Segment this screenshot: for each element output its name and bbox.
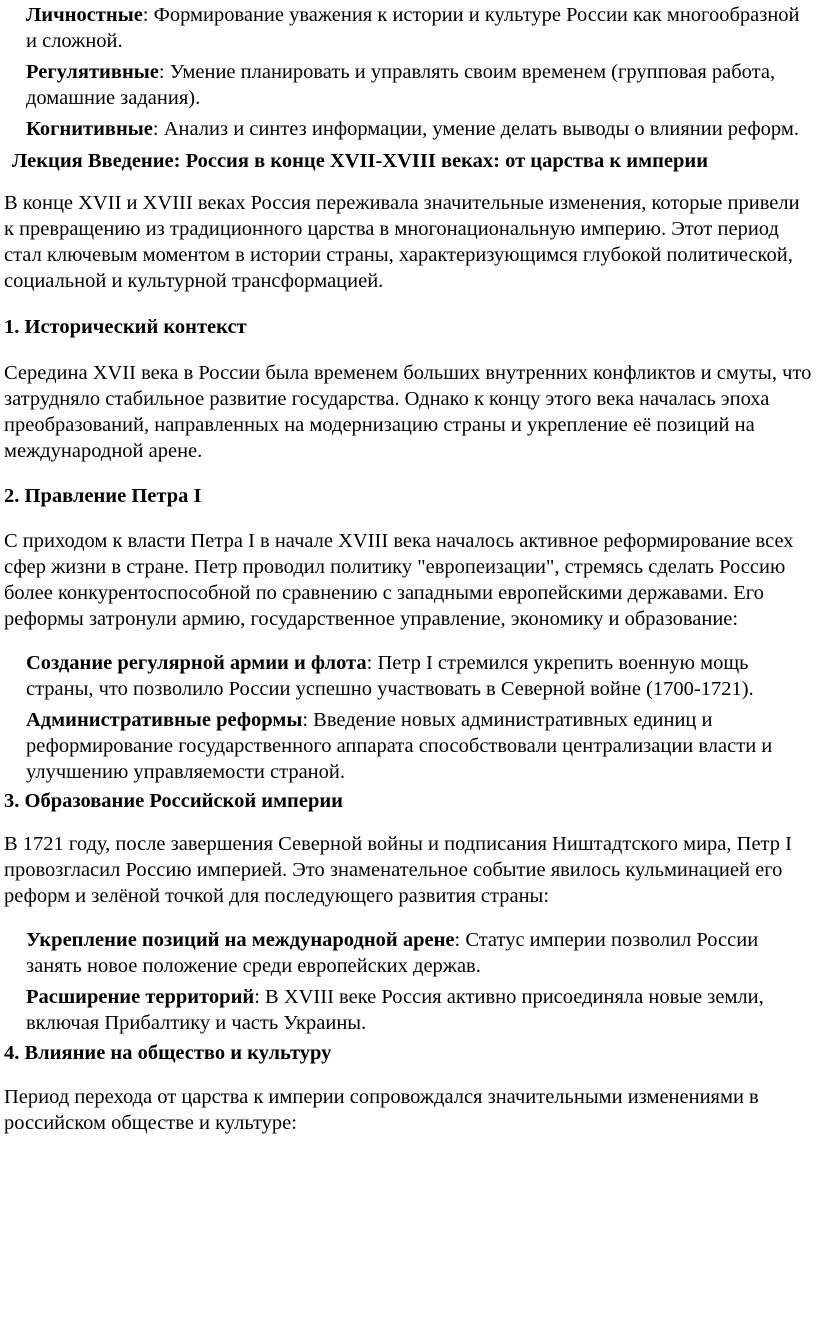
list-item-term: Расширение территорий	[26, 986, 255, 1008]
list-item-term: Укрепление позиций на международной арене	[26, 929, 455, 951]
list-item	[26, 984, 812, 1036]
section-paragraph: Период перехода от царства к империи сопровождался значительными изменениями в российском обществе и культуре:	[4, 1086, 759, 1134]
goal-regulatory	[26, 59, 812, 111]
list-item-term: Создание регулярной армии и флота	[26, 652, 367, 674]
goal-text: : Умение планировать и управлять своим временем (групповая работа, домашние задания).	[26, 61, 776, 109]
list-item-text: : Введение новых административных единиц и реформирование государственного аппарата способствовали централизации власти и улучшению управляемости страной.	[26, 709, 773, 783]
section-paragraph: В 1721 году, после завершения Северной войны и подписания Ништадтского мира, Петр I провозгласил Россию империей. Это знаменательное событие явилось кульминацией его реформ и зелёной точкой для последующего развития страны:	[4, 833, 792, 907]
list-item-text: : Петр I стремился укрепить военную мощь страны, что позволило России успешно участвовать в Северной войне (1700-1721).	[26, 652, 754, 700]
goal-term: Регулятивные	[26, 61, 159, 83]
goal-text: : Формирование уважения к истории и культуре России как многообразной и сложной.	[26, 4, 800, 52]
section-heading: 3. Образование Российской империи	[4, 790, 343, 812]
section-heading: 4. Влияние на общество и культуру	[4, 1042, 332, 1064]
lecture-title: Лекция Введение: Россия в конце XVII-XVIII веках: от царства к империи	[12, 150, 708, 172]
goal-term: Личностные	[26, 4, 143, 26]
list-item	[26, 707, 812, 785]
list-item-term: Административные реформы	[26, 709, 303, 731]
list-item-text: : Статус империи позволил России занять новое положение среди европейских держав.	[26, 929, 759, 977]
list-item	[26, 927, 812, 979]
section-heading: 2. Правление Петра I	[4, 485, 202, 507]
goal-cognitive	[26, 116, 812, 142]
list-item	[26, 650, 812, 702]
section-paragraph: Середина XVII века в России была временем больших внутренних конфликтов и смуты, что затрудняло стабильное развитие государства. Однако к концу этого века началась эпоха преобразований, направленных на модернизацию страны и укрепление её позиций на международной арене.	[4, 362, 812, 462]
goal-text: : Анализ и синтез информации, умение делать выводы о влиянии реформ.	[152, 118, 799, 140]
list-item-text: : В XVIII веке Россия активно присоединяла новые земли, включая Прибалтику и часть Украины.	[26, 986, 764, 1034]
intro-paragraph: В конце XVII и XVIII веках Россия переживала значительные изменения, которые привели к превращению из традиционного царства в многонациональную империю. Этот период стал ключевым моментом в истории страны, характеризующимся глубокой политической, социальной и культурной трансформацией.	[4, 192, 800, 292]
goal-term: Когнитивные	[26, 118, 153, 140]
section-paragraph: С приходом к власти Петра I в начале XVIII века началось активное реформирование всех сфер жизни в стране. Петр проводил политику "европеизации", стремясь сделать Россию более конкурентоспособной по сравнению с западными европейскими державами. Его реформы затронули армию, государственное управление, экономику и образование:	[4, 530, 794, 630]
goal-personal	[26, 2, 812, 54]
section-heading: 1. Исторический контекст	[4, 316, 247, 338]
